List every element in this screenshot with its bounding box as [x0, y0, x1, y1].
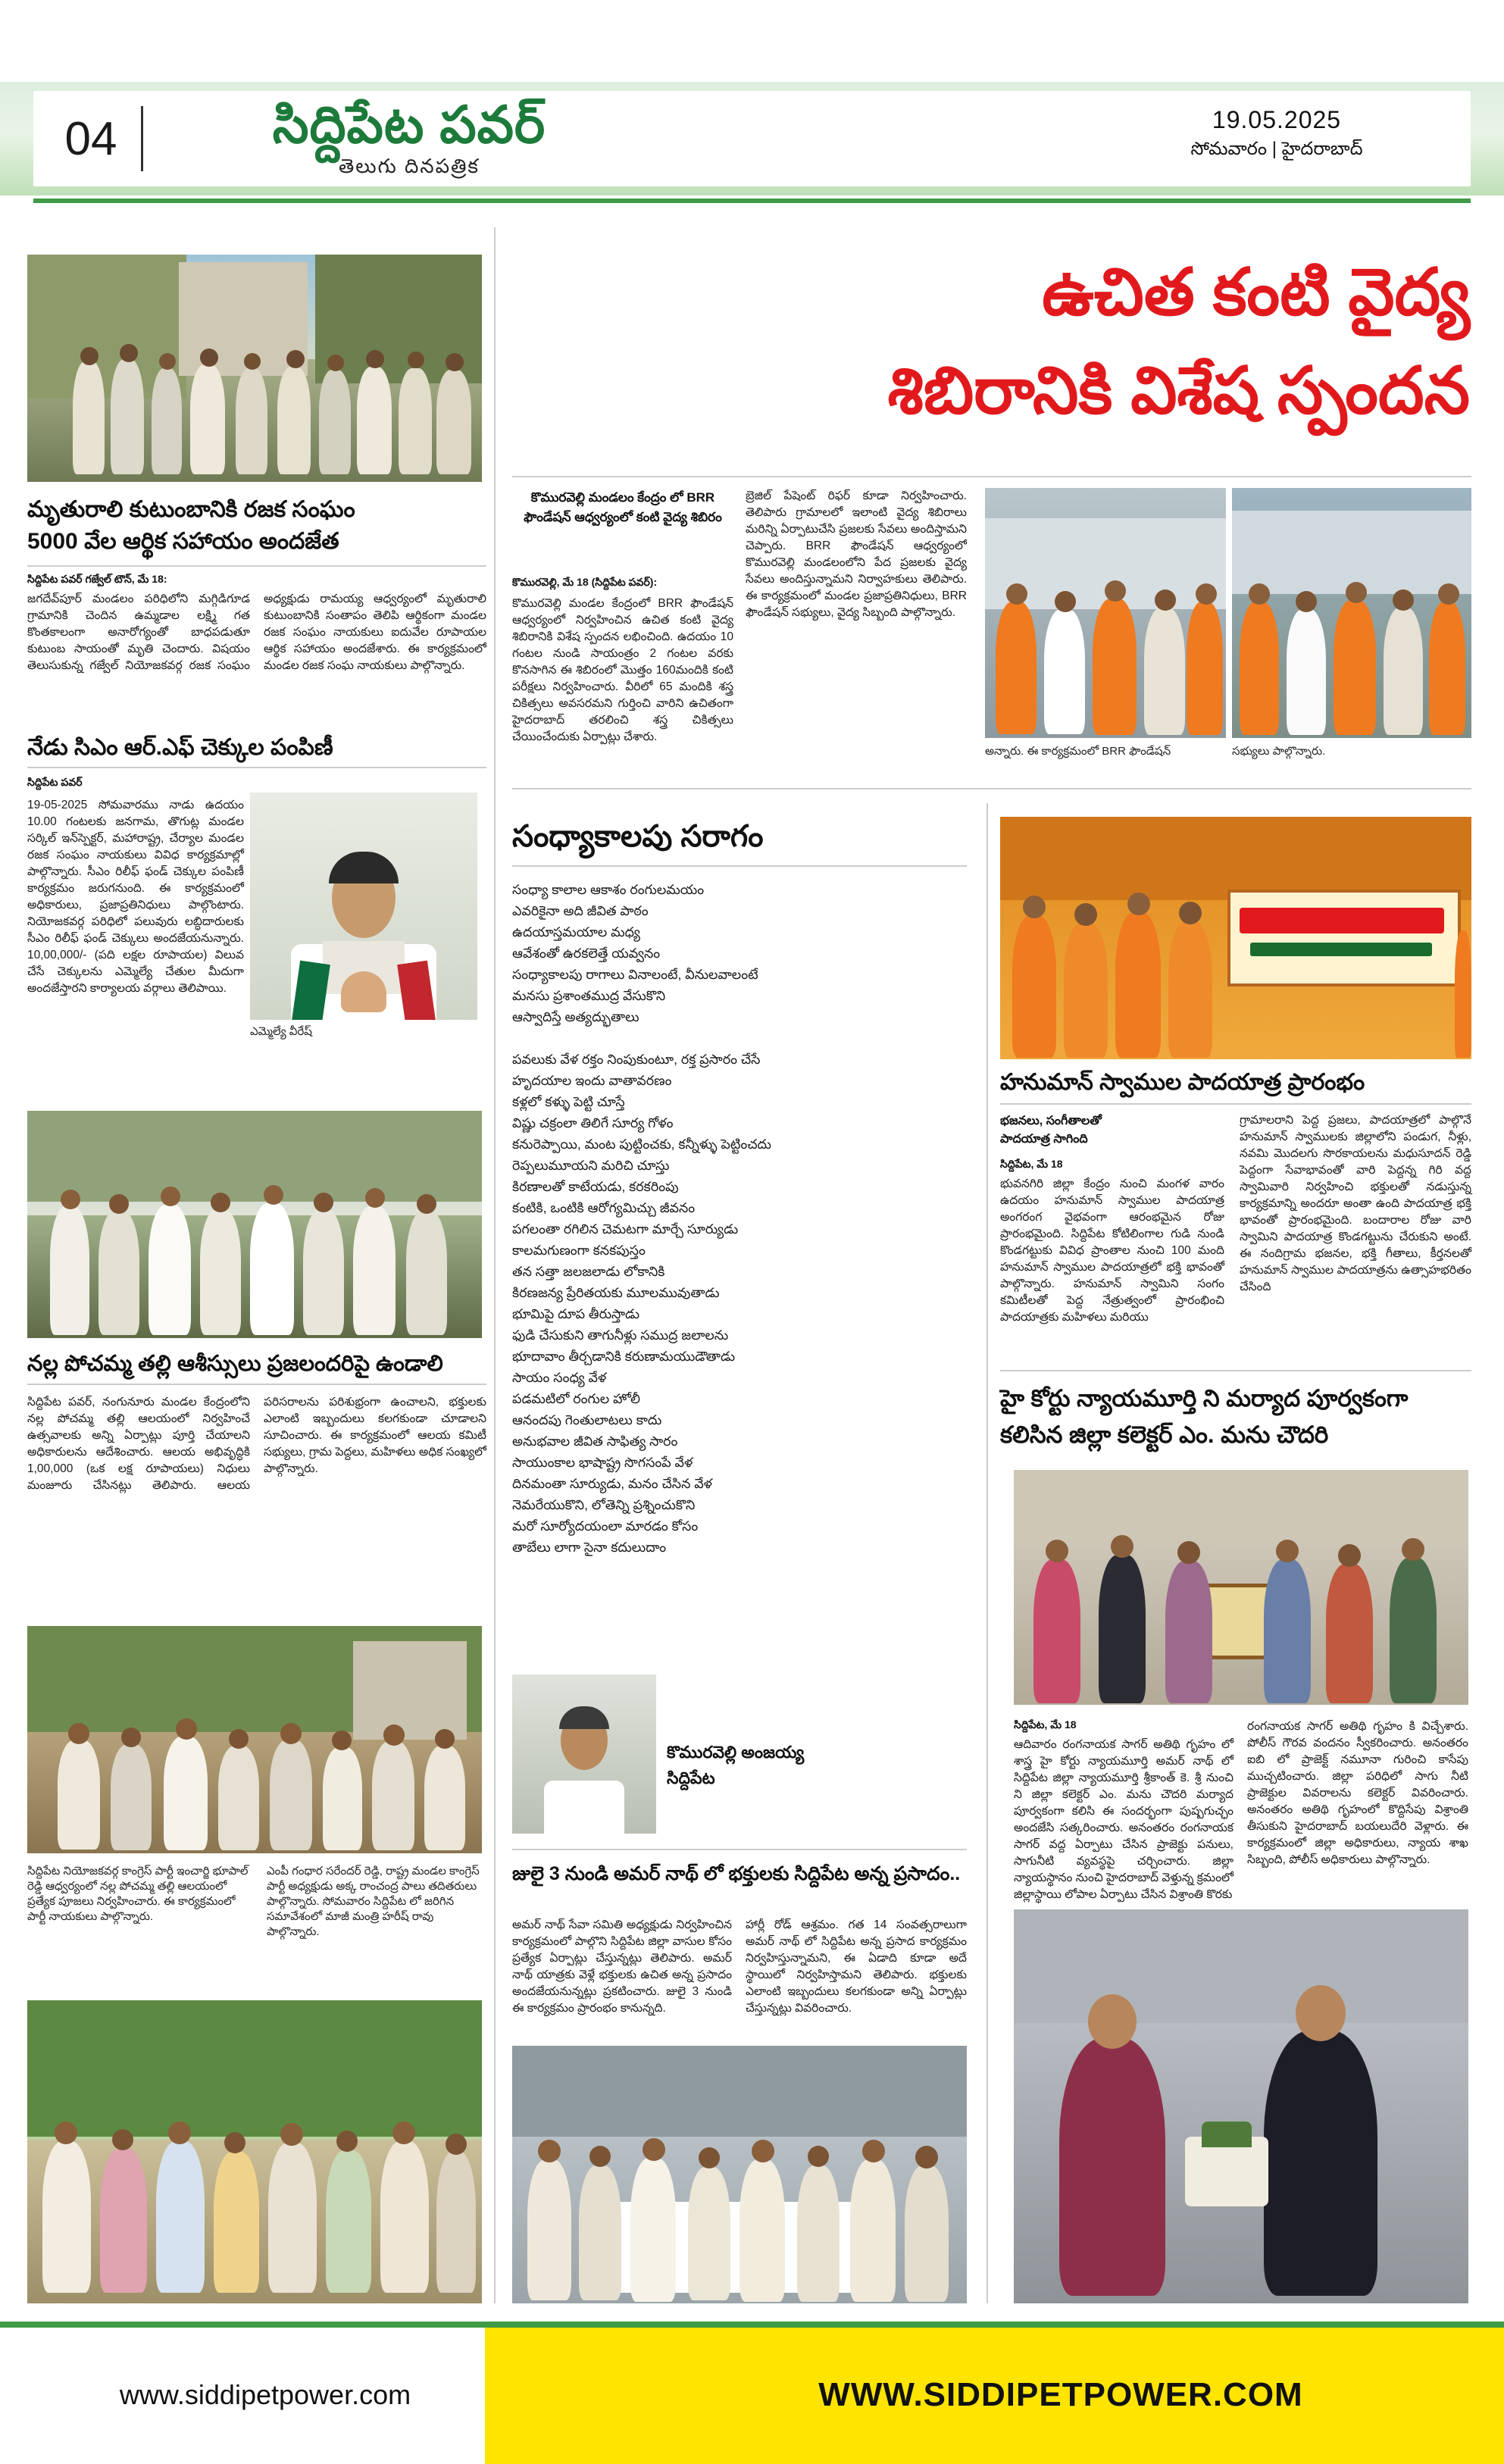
- poem-line: తాబేలు లాగా సైనా కదులుదాం: [512, 1540, 667, 1555]
- a4-rule: [512, 476, 1471, 477]
- poem-line: ఆవేశంతో ఉరకలెత్తే యవ్వనం: [512, 946, 661, 961]
- a2-byline: సిద్దిపేట పవర్: [27, 776, 83, 788]
- poem-line: నెమరేయుకొని, లోతెన్ని ప్రశ్నించుకొని: [512, 1497, 696, 1512]
- poem-line: సంధ్యాకాలపు రాగాలు వినాలంటే, వీనులవాలంటే: [512, 967, 758, 982]
- a4-caption-left: అన్నారు. ఈ కార్యక్రమంలో BRR ఫౌండేషన్: [985, 745, 1171, 758]
- a4-col2: బ్రెజిల్ పేషెంట్ రిఫర్ కూడా నిర్వహించారు. తెలిపారు గ్రామాలలో ఇలాంటి వైద్య శిబిరాలు మరిన్ని ఏర్పాటుచేసి ప్రజలకు సేవలు అందిస్తామని చెప్పారు. BRR ఫౌండేషన్ ఆధ్వర్యంలో కొమురవెల్లి మండలంలోని పేద ప్రజలకు వైద్య సేవలు అందిస్తున్నామని నిర్వాహకులు తెలిపారు. ఈ కార్యక్రమంలో మండల ప్రజాప్రతినిధులు, BRR ఫౌండేషన్ సభ్యులు, వైద్య సిబ్బంది పాల్గొన్నారు.: [746, 489, 967, 619]
- poem-line: మనసు ప్రశాంతముద్ర వేసుకొని: [512, 988, 666, 1003]
- photo-collector-presentation: [1014, 1909, 1468, 2303]
- poem-line: కాలమగుణంగా కనకపుస్తం: [512, 1243, 646, 1258]
- poem-line: మరో సూర్యోదయంలా మారడం కోసం: [512, 1518, 699, 1534]
- poem-line: పవలుకు వేళ రక్తం నింపుకుంటూ, రక్త ప్రసారం చేసే: [512, 1052, 761, 1067]
- a2-headline: నేడు సిఎం ఆర్.ఎఫ్ చెక్కుల పంపిణీ: [27, 735, 333, 760]
- poem-line: విష్ణు చక్రంలా తిలిగే సూర్య గోళం: [512, 1115, 674, 1130]
- a1-body: జగదేవ్‌పూర్ మండలం పరిధిలోని మగ్గిడిగూడ గ్రామానికి చెందిన ఉమ్మడాల లక్ష్మి గత కొంతకాలంగా అనారోగ్యంతో బాధపడుతూ కుటుంబ సాయంతో మృతి చెందారు. విషయం తెలుసుకున్న గజ్వేల్ నియోజకవర్గ రజక సంఘం అధ్యక్షుడు రామయ్య ఆధ్వర్యంలో మృతురాలి కుటుంబానికి సంతాపం తెలిపి ఆర్థికంగా మండల రజక సంఘం నాయకులు ఐదువేల రూపాయల ఆర్థిక సహాయం అందజేశారు. ఈ కార్యక్రమంలో మండల రజక సంఘ నాయకులు పాల్గొన్నారు.: [27, 593, 486, 672]
- poem-line: తన సత్తా జలజలాడు లోకానికి: [512, 1264, 665, 1279]
- a1-headline-line2: 5000 వేల ఆర్థిక సహాయం అందజేత: [27, 529, 339, 554]
- a6-col1: భువనగిరి జిల్లా కేంద్రం నుంచి మంగళ వారం ఉదయం హనుమాన్ స్వాముల పాదయాత్ర అంగరంగ వైభవంగా ఆరంభమైన రోజు ప్రారంభమైంది. సిద్దిపేట కోటిలింగాల గుడి నుండి కొండగట్టుకు వివిధ ప్రాంతాల నుంచి 100 మంది హనుమాన్ స్వాముల పాదయాత్రలో భక్తి భావంతో పాల్గొన్నారు. హనుమాన్ స్వామిని సంగం కమిటీలతో పెద్ద నేత్రుత్వంలో ప్రారంభించి పాదయాత్రకు మహిళలు మరియు: [1000, 1177, 1224, 1324]
- a6-byline: సిద్దిపేట, మే 18: [1000, 1158, 1063, 1170]
- column-rule-1: [494, 227, 496, 2303]
- a5-poet-place: సిద్దిపేట: [667, 1768, 715, 1787]
- poem-line: ఉదయాస్తమయాల మధ్య: [512, 924, 640, 940]
- photo-temple-ceremony: [27, 1626, 482, 1853]
- a1-rule: [27, 565, 486, 567]
- poem-line: కిరణజన్య ప్రేరితయకు మూలమువుతాడు: [512, 1285, 720, 1300]
- a5-poet-name: కొమురవెల్లి అంజయ్య: [667, 1743, 805, 1762]
- a7-headline-line2: కలిసిన జిల్లా కలెక్టర్ ఎం. మను చౌదరి: [1000, 1421, 1329, 1448]
- poem-line: అనుభవాల జీవిత సాఫిత్య సారం: [512, 1434, 678, 1449]
- poem-line: కనురెప్పాయి, మంట పుట్టించకు, కన్నీళ్ళు పెట్టించదు: [512, 1137, 771, 1152]
- a2-body: 19-05-2025 సోమవారము నాడు ఉదయం 10.00 గంటలకు జనగామ, తొగుట్ల మండల సర్కిల్ ఇన్‌స్పెక్టర్, మహారాష్ట్ర, చేర్యాల మండల రజక సంఘం నాయకులు వివిధ కార్యక్రమాల్లో పాల్గొన్నారు. సీఎం రిలీఫ్ ఫండ్ చెక్కుల పంపిణీ కార్యక్రమం జరుగనుంది. ఈ కార్యక్రమంలో అధికారులు, ప్రజాప్రతినిధులు పాల్గొంటారు. నియోజకవర్గ పరిధిలో పలువురు లబ్ధిదారులకు సీఎం రిలీఫ్ ఫండ్ చెక్కులు అందజేయనున్నారు. 10,00,000/- (పది లక్షల రూపాయల) విలువ చేసే చెక్కులను ఎమ్మెల్యే చేతుల మీదుగా అందజేస్తారని కార్యాలయ వర్గాలు తెలిపాయి.: [27, 799, 244, 995]
- a3-rule: [27, 1384, 486, 1385]
- a3-headline: నల్ల పోచమ్మ తల్లి ఆశీస్సులు ప్రజలందరిపై ఉండాలి: [27, 1352, 443, 1376]
- a6-sub2: పాదయాత్ర సాగింది: [1000, 1133, 1088, 1146]
- a7-col1: ఆదివారం రంగనాయక సాగర్ అతిథి గృహం లో శాస్త్ర హై కోర్టు న్యాయమూర్తి అమర్ నాథ్ లో సిద్దిపేట జిల్లా న్యాయమూర్తి శ్రీకాంత్ కె. శ్రీ నుంచి ని జిల్లా కలెక్టర్ ఎం. మను చౌదరి మర్యాద పూర్వకంగా కలిసి ఈ సందర్భంగా పుష్పగుచ్ఛం అందజేసి సత్కరించారు. అనంతరం రంగనాయక సాగర్ వద్ద ఏర్పాటు చేసిన ప్రాజెక్టు పనులు, సాగునీటి వ్యవస్థపై చర్చించారు. జిల్లా న్యాయస్థానం నుంచి హైదరాబాద్ వెళ్తున్న క్రమంలో జిల్లాస్థాయి లోపాల ఏర్పాటు చేసిన విశ్రాంతి కొరకు: [1014, 1738, 1234, 1901]
- poem-line: [512, 1027, 967, 1049]
- a8-col1: అమర్ నాథ్ సేవా సమితి అధ్యక్షుడు నిర్వహించిన కార్యక్రమంలో పాల్గొని సిద్దిపేట జిల్లా వాసుల కోసం ప్రత్యేక ఏర్పాట్లు చేస్తున్నట్లు తెలిపారు. అమర్ నాథ్ యాత్రకు వెళ్లే భక్తులకు ఉచిత అన్న ప్రసాదం అందజేయనున్నట్లు ప్రకటించారు. జులై 3 నుండి ఈ కార్యక్రమం ప్రారంభం కానున్నది.: [512, 1918, 732, 2015]
- poem-line: కిరణాలతో కాటేయడు, కరకరింపు: [512, 1179, 679, 1194]
- a5-poem: [512, 879, 967, 1558]
- a2-rule: [27, 767, 486, 768]
- poem-line: సంధ్యా కాలాల ఆకాశం రంగులమయం: [512, 882, 705, 897]
- masthead-divider: [141, 106, 143, 171]
- a8-top-rule: [512, 1849, 967, 1850]
- poem-line: దినమంతా సూర్యుడు, మనం చేసిన వేళ: [512, 1476, 712, 1491]
- column-rule-2: [987, 803, 988, 2303]
- poem-line: ఆనందపు గెంతులాటలు కాదు: [512, 1412, 662, 1427]
- a5-headline: సంధ్యాకాలపు సరాగం: [512, 820, 764, 853]
- masthead: [0, 0, 1504, 227]
- a3-body: సిద్దిపేట పవర్, నంగునూరు మండల కేంద్రంలోని నల్ల పోచమ్మ తల్లి ఆలయంలో నిర్వహించే ఉత్సవాలకు అన్ని ఏర్పాట్లు పూర్తి చేయాలని అధికారులను ఆదేశించారు. ఆలయ అభివృద్ధికి 1,00,000 (ఒక లక్ష రూపాయలు) నిధులు మంజూరు చేసినట్లు తెలిపారు. ఆలయ పరిసరాలను పరిశుభ్రంగా ఉంచాలని, భక్తులకు ఎలాంటి ఇబ్బందులు కలగకుండా చూడాలని సూచించారు. ఈ కార్యక్రమంలో ఆలయ కమిటీ సభ్యులు, గ్రామ పెద్దలు, మహిళలు అధిక సంఖ్యలో పాల్గొన్నారు.: [27, 1396, 486, 1492]
- photo-amarnath-event: [512, 2046, 967, 2303]
- a3-caption: సిద్దిపేట నియోజకవర్గ కాంగ్రెస్ పార్టీ ఇంచార్జి భూపాల్ రెడ్డి ఆధ్వర్యంలో నల్ల పోచమ్మ తల్లి ఆలయంలో ప్రత్యేక పూజలు నిర్వహించారు. ఈ కార్యక్రమంలో పార్టీ నాయకులు పాల్గొన్నారు.: [27, 1865, 249, 1923]
- a8-caption: ఎంపీ గంధార సరేందర్ రెడ్డి, రాష్ట్ర మండల కాంగ్రెస్ పార్టీ అధ్యక్షుడు అక్క రాంచంద్ర పాలు తదితరులు పాల్గొన్నారు. సోమవారం సిద్దిపేట లో జరిగిన సమావేశంలో మాజీ మంత్రి హరీష్ రావు పాల్గొన్నారు.: [267, 1865, 480, 1938]
- page-number: 04: [64, 113, 117, 165]
- footer-url-large[interactable]: WWW.SIDDIPETPOWER.COM: [818, 2376, 1303, 2413]
- a8-col2: హార్లీ రోడ్ ఆశ్రమం. గత 14 సంవత్సరాలుగా అమర్ నాథ్ లో సిద్దిపేట అన్న ప్రసాద కార్యక్రమం నిర్వహిస్తున్నామని, ఈ ఏడాది కూడా అదే స్థాయిలో నిర్వహిస్తామని తెలిపారు. భక్తులకు ఎలాంటి ఇబ్బందులు కలగకుండా అన్ని ఏర్పాట్లు చేస్తున్నట్లు వివరించారు.: [746, 1918, 967, 2015]
- a7-top-rule: [1000, 1370, 1471, 1371]
- a1-byline: సిద్దిపేట పవర్ గజ్వేల్ టౌన్, మే 18:: [27, 573, 167, 585]
- poem-line: భూదావాం తీర్చడానికి కరుణామయుడౌతాడు: [512, 1349, 736, 1364]
- poem-line: కంటికి, ఒంటికి ఆరోగ్యమిచ్చు జీవనం: [512, 1200, 696, 1215]
- a6-rule: [1000, 1103, 1471, 1105]
- a7-col2: రంగనాయక సాగర్ అతిథి గృహం కి విచ్చేశారు. పోలీస్ గౌరవ వందనం స్వీకరించారు. అనంతరం ఐబి లో ప్రాజెక్ట్ నమూనా గురించి కాసేపు ముచ్చటించారు. జిల్లా పరిధిలో సాగు నీటి ప్రాజెక్టుల వివరాలను కలెక్టర్ వివరించారు. అనంతరం అతిథి గృహంలో కొద్దిసేపు విశ్రాంతి తీసుకుని హైదరాబాద్ బయలుదేరి వెళ్లారు. ఈ కార్యక్రమంలో జిల్లా అధికారులు, న్యాయ శాఖ సిబ్బంది, పోలీస్ అధికారులు పాల్గొన్నారు.: [1247, 1720, 1468, 1866]
- a8-headline: జులై 3 నుండి అమర్ నాథ్ లో భక్తులకు సిద్దిపేట అన్న ప్రసాదం..: [512, 1863, 961, 1884]
- issue-date: 19.05.2025: [1212, 106, 1342, 133]
- photo-poet-portrait: [512, 1674, 656, 1834]
- a4-kicker: కొమురవెల్లి మండలం కేంద్రం లో BRR ఫౌండేషన్ ఆధ్వర్యంలో కంటి వైద్య శిబిరం: [524, 490, 722, 524]
- poem-line: ఆస్వాదిస్తే అత్యద్భుతాలు: [512, 1009, 639, 1024]
- footer-green-line: [0, 2322, 1504, 2328]
- poem-line: హృదయాల ఇందు వాతావరణం: [512, 1073, 672, 1088]
- photo-eye-camp-left: [985, 488, 1226, 738]
- poem-line: రెప్పలుమూయని మరిచి చూస్తు: [512, 1158, 670, 1173]
- poem-line: సాయం సంధ్య వేళ: [512, 1370, 607, 1385]
- a7-headline-line1: హై కోర్టు న్యాయమూర్తి ని మర్యాద పూర్వకంగా: [1000, 1385, 1409, 1412]
- date-block: [1118, 106, 1436, 164]
- photo-padayatra-start: [1000, 817, 1471, 1059]
- photo-greeting-leaders: [27, 1111, 482, 1338]
- a6-col2: గ్రామాలరాని పెద్ద ప్రజలు, పాదయాత్రలో పాల్గొనే హనుమాన్ స్వాములకు జిల్లాలోని పండుగ, నీళ్లు, నవమి మొదలగు సొరకాయలను మధుసూదన్ రెడ్డి పెద్దంగా సేవాభావంతో వారి పెద్దన్న గిరి వద్ద స్వామివారి నిర్వహించి భక్తులతో నడుస్తున్న కార్యక్రమాన్ని అందరూ అంతా ఉంది పాదయాత్ర భక్తి భావంతో ప్రారంభమైంది. బందారాల రోజు వారి స్వామిని పాదయాత్ర కొండగట్టును చేరుకుని అంటే. ఈ నందిగ్రామ భజనల, భక్తి గీతాలు, కీర్తనలతో హనుమాన్ స్వాముల పాదయాత్రను ఉత్సాహభరితం చేసింది: [1240, 1114, 1471, 1293]
- photo-condolence-group: [27, 255, 482, 482]
- issue-day-place: సోమవారం | హైదరాబాద్: [1190, 139, 1363, 159]
- poem-line: పగలంతా రగిలిన చెమటగా మార్చే సూర్యుడు: [512, 1221, 739, 1237]
- photo-collector-judge: [1014, 1470, 1468, 1705]
- a4-headline-line1: ఉచిత కంటి వైద్య: [1042, 256, 1470, 329]
- paper-title-block: [189, 97, 629, 183]
- photo-mla-portrait: [250, 793, 477, 1020]
- a7-byline: సిద్దిపేట, మే 18: [1014, 1718, 1077, 1731]
- poem-line: ఫుడి చేసుకుని తాగునీళ్లు సముద్ర జలాలను: [512, 1327, 729, 1343]
- paper-subtitle: తెలుగు దినపత్రిక: [338, 155, 480, 177]
- poem-line: భూమిపై దూప తీరుస్తాడు: [512, 1306, 640, 1321]
- a4-caption-right: సభ్యులు పాల్గొన్నారు.: [1232, 745, 1326, 758]
- a4-headline-line2: శిబిరానికి విశేష స్పందన: [887, 355, 1470, 427]
- poem-line: ఎవరికైనా అది జీవిత పాఠం: [512, 903, 649, 918]
- a4-col1: కొమురవెల్లి మండల కేంద్రంలో BRR ఫౌండేషన్ ఆధ్వర్యంలో నిర్వహించిన ఉచిత కంటి వైద్య శిబిరానికి విశేష స్పందన లభించింది. ఉదయం 10 గంటల నుండి సాయంత్రం 2 గంటల వరకు కొనసాగిన ఈ శిబిరంలో మొత్తం 160మందికి కంటి పరీక్షలు నిర్వహించారు. వీరిలో 65 మందికి శస్త్ర చికిత్సలు అవసరమని గుర్తించి వారిని ఉచితంగా హైదరాబాద్ తరలించి శస్త్ర చికిత్సలు చేయించేందుకు ఏర్పాట్లు చేశారు.: [512, 597, 733, 743]
- photo-eye-camp-right: [1232, 488, 1471, 738]
- a6-headline: హనుమాన్ స్వాముల పాదయాత్ర ప్రారంభం: [1000, 1070, 1365, 1095]
- poem-line: సాయుంకాల భాషాష్ట్ర సొగసంపే వేళ: [512, 1455, 693, 1470]
- poem-line: పడమటిలో రంగుల హోలీ: [512, 1391, 640, 1406]
- a4-bottom-rule: [512, 788, 1471, 790]
- a1-headline-line1: మృతురాలి కుటుంబానికి రజక సంఘం: [27, 497, 355, 522]
- a4-byline: కొమురవెల్లి, మే 18 (సిద్దిపేట పవర్):: [512, 576, 658, 588]
- a2-caption: ఎమ్మెల్యే వీరేష్: [250, 1025, 312, 1038]
- a5-rule: [512, 865, 967, 867]
- poem-line: కళ్లలో కళ్ళు పెట్టి చూస్తే: [512, 1094, 625, 1109]
- photo-family-group: [27, 2000, 482, 2303]
- a6-sub1: భజనలు, సంగీతాలతో: [1000, 1115, 1102, 1127]
- footer-url-small[interactable]: www.siddipetpower.com: [119, 2379, 411, 2410]
- masthead-underline: [33, 199, 1471, 203]
- paper-title: సిద్దిపేట పవర్: [272, 96, 546, 154]
